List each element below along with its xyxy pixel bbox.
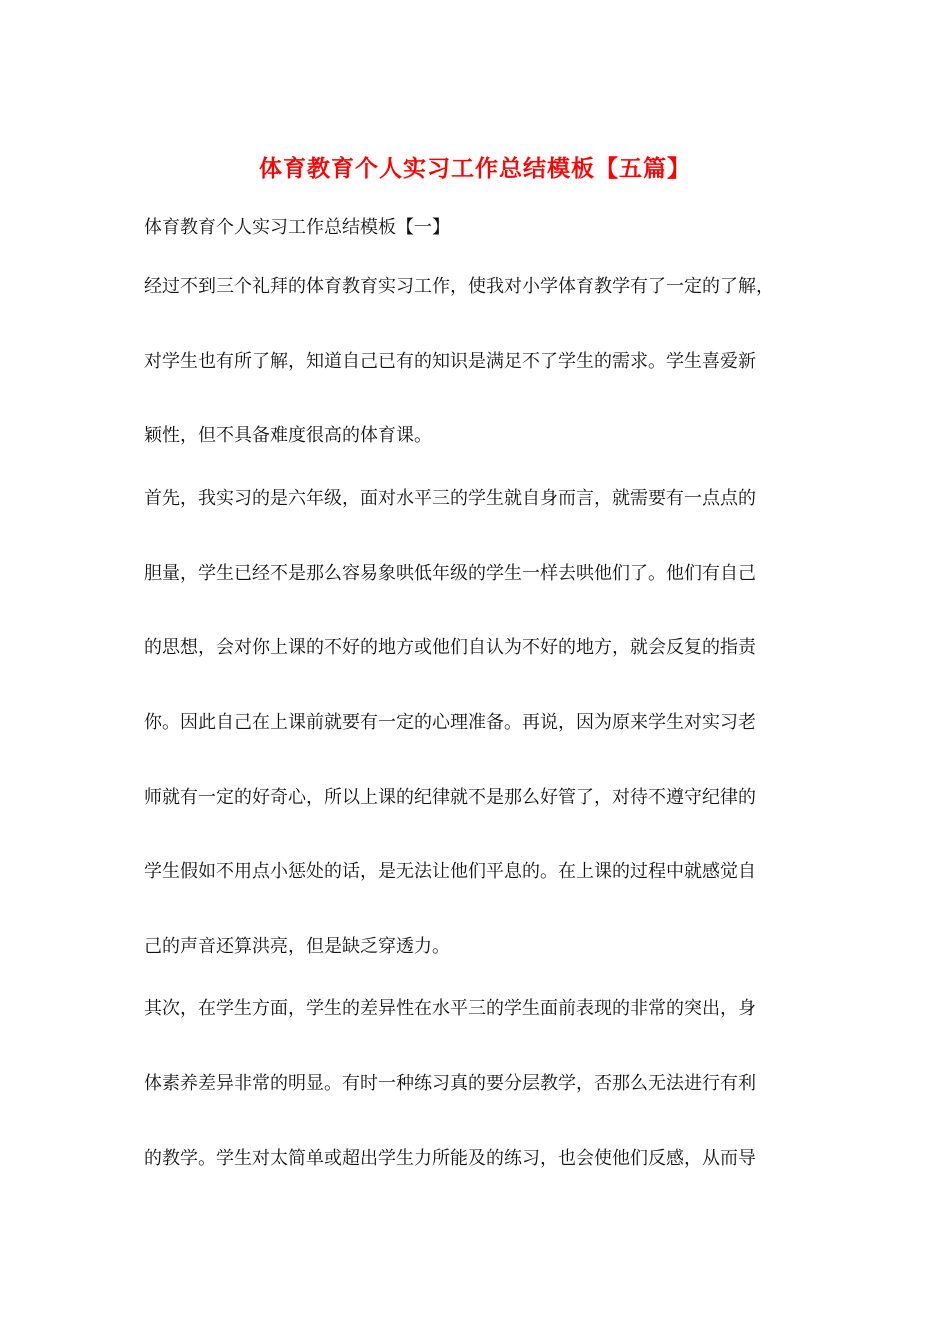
- body-line: 胆量，学生已经不是那么容易象哄低年级的学生一样去哄他们了。他们有自己: [144, 563, 756, 584]
- body-line: 经过不到三个礼拜的体育教育实习工作，使我对小学体育教学有了一定的了解，: [144, 276, 774, 297]
- body-line: 学生假如不用点小惩处的话，是无法让他们平息的。在上课的过程中就感觉自: [144, 861, 756, 882]
- body-line: 对学生也有所了解，知道自己已有的知识是满足不了学生的需求。学生喜爱新: [144, 351, 756, 372]
- body-line: 你。因此自己在上课前就要有一定的心理准备。再说，因为原来学生对实习老: [144, 712, 756, 733]
- body-line: 的教学。学生对太简单或超出学生力所能及的练习，也会使他们反感，从而导: [144, 1148, 756, 1169]
- section-heading: 体育教育个人实习工作总结模板【一】: [144, 217, 450, 238]
- body-line: 颖性，但不具备难度很高的体育课。: [144, 425, 432, 446]
- body-line: 首先，我实习的是六年级，面对水平三的学生就自身而言，就需要有一点点的: [144, 488, 756, 509]
- body-line: 师就有一定的好奇心，所以上课的纪律就不是那么好管了，对待不遵守纪律的: [144, 787, 756, 808]
- document-title: 体育教育个人实习工作总结模板【五篇】: [259, 155, 691, 182]
- body-line: 体素养差异非常的明显。有时一种练习真的要分层教学，否那么无法进行有利: [144, 1073, 756, 1094]
- body-line: 的思想，会对你上课的不好的地方或他们自认为不好的地方，就会反复的指责: [144, 637, 756, 658]
- body-line: 己的声音还算洪亮，但是缺乏穿透力。: [144, 936, 450, 957]
- body-line: 其次，在学生方面，学生的差异性在水平三的学生面前表现的非常的突出，身: [144, 998, 756, 1019]
